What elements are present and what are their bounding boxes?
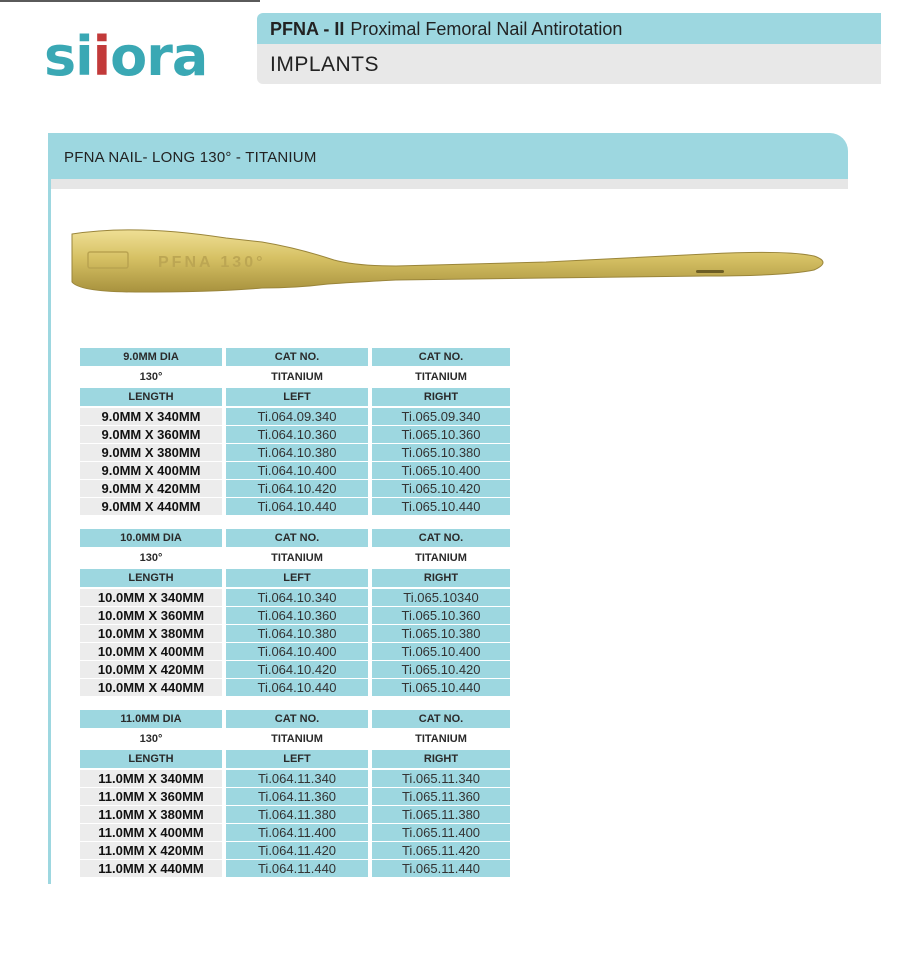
table-row bbox=[80, 860, 520, 877]
table-header-row bbox=[80, 710, 520, 728]
left-header: LEFT bbox=[226, 569, 368, 587]
table-row bbox=[80, 480, 520, 497]
left-header: LEFT bbox=[226, 750, 368, 768]
length-cell: 9.0MM X 360MM bbox=[80, 426, 222, 443]
left-cat-cell: Ti.064.10.360 bbox=[226, 426, 368, 443]
table-row bbox=[80, 589, 520, 606]
left-cat-cell: Ti.064.10.440 bbox=[226, 679, 368, 696]
table-row bbox=[80, 770, 520, 787]
angle-label: 130° bbox=[139, 371, 163, 383]
material-left: TITANIUM bbox=[271, 371, 323, 383]
length-cell: 10.0MM X 400MM bbox=[80, 643, 222, 660]
dia-label: 10.0MM DIA bbox=[80, 529, 222, 547]
table-10mm bbox=[80, 529, 520, 696]
table-columns-row bbox=[80, 388, 520, 406]
section-header-strip bbox=[48, 179, 848, 189]
length-cell: 9.0MM X 340MM bbox=[80, 408, 222, 425]
length-cell: 10.0MM X 420MM bbox=[80, 661, 222, 678]
logo-text-right: ora bbox=[110, 25, 208, 88]
right-cat-cell: Ti.065.10.440 bbox=[372, 679, 510, 696]
left-cat-cell: Ti.064.10.440 bbox=[226, 498, 368, 515]
angle-label: 130° bbox=[139, 733, 163, 745]
material-right: TITANIUM bbox=[415, 552, 467, 564]
left-cat-cell: Ti.064.10.420 bbox=[226, 480, 368, 497]
left-cat-cell: Ti.064.11.400 bbox=[226, 824, 368, 841]
nail-engraving: PFNA 130° bbox=[158, 254, 266, 271]
brand-logo bbox=[44, 25, 208, 88]
right-cat-cell: Ti.065.10.360 bbox=[372, 426, 510, 443]
table-material-row bbox=[80, 368, 520, 386]
right-cat-cell: Ti.065.11.420 bbox=[372, 842, 510, 859]
top-rule bbox=[0, 0, 260, 2]
table-row bbox=[80, 679, 520, 696]
cat-left-header: CAT NO. bbox=[226, 348, 368, 366]
length-header: LENGTH bbox=[80, 569, 222, 587]
table-row bbox=[80, 444, 520, 461]
logo-accent: i bbox=[92, 25, 111, 88]
table-9mm bbox=[80, 348, 520, 515]
cat-right-header: CAT NO. bbox=[372, 348, 510, 366]
table-row bbox=[80, 661, 520, 678]
length-cell: 11.0MM X 380MM bbox=[80, 806, 222, 823]
table-row bbox=[80, 842, 520, 859]
table-header-row bbox=[80, 348, 520, 366]
header-category: IMPLANTS bbox=[270, 53, 380, 76]
left-cat-cell: Ti.064.10.400 bbox=[226, 462, 368, 479]
nail-slot bbox=[696, 270, 724, 273]
length-cell: 9.0MM X 440MM bbox=[80, 498, 222, 515]
length-header: LENGTH bbox=[80, 750, 222, 768]
left-cat-cell: Ti.064.10.400 bbox=[226, 643, 368, 660]
section-left-rule bbox=[48, 160, 51, 884]
left-cat-cell: Ti.064.10.420 bbox=[226, 661, 368, 678]
right-cat-cell: Ti.065.10.420 bbox=[372, 480, 510, 497]
length-cell: 10.0MM X 380MM bbox=[80, 625, 222, 642]
right-cat-cell: Ti.065.11.340 bbox=[372, 770, 510, 787]
left-cat-cell: Ti.064.11.360 bbox=[226, 788, 368, 805]
table-header-row bbox=[80, 529, 520, 547]
left-cat-cell: Ti.064.10.380 bbox=[226, 625, 368, 642]
material-left: TITANIUM bbox=[271, 552, 323, 564]
left-cat-cell: Ti.064.09.340 bbox=[226, 408, 368, 425]
right-cat-cell: Ti.065.09.340 bbox=[372, 408, 510, 425]
product-name: Proximal Femoral Nail Antirotation bbox=[350, 19, 623, 39]
cat-right-header: CAT NO. bbox=[372, 710, 510, 728]
cat-right-header: CAT NO. bbox=[372, 529, 510, 547]
table-row bbox=[80, 824, 520, 841]
right-header: RIGHT bbox=[372, 569, 510, 587]
header-title bbox=[270, 19, 622, 40]
right-cat-cell: Ti.065.10.400 bbox=[372, 462, 510, 479]
material-right: TITANIUM bbox=[415, 733, 467, 745]
left-cat-cell: Ti.064.10.340 bbox=[226, 589, 368, 606]
table-11mm bbox=[80, 710, 520, 877]
right-cat-cell: Ti.065.11.440 bbox=[372, 860, 510, 877]
right-cat-cell: Ti.065.10.360 bbox=[372, 607, 510, 624]
dia-label: 9.0MM DIA bbox=[80, 348, 222, 366]
nail-image bbox=[66, 222, 836, 302]
right-cat-cell: Ti.065.11.380 bbox=[372, 806, 510, 823]
table-columns-row bbox=[80, 569, 520, 587]
left-cat-cell: Ti.064.10.360 bbox=[226, 607, 368, 624]
left-cat-cell: Ti.064.11.420 bbox=[226, 842, 368, 859]
right-cat-cell: Ti.065.10.420 bbox=[372, 661, 510, 678]
table-row bbox=[80, 408, 520, 425]
product-code: PFNA - II bbox=[270, 19, 345, 39]
length-cell: 9.0MM X 420MM bbox=[80, 480, 222, 497]
angle-label: 130° bbox=[139, 552, 163, 564]
dia-label: 11.0MM DIA bbox=[80, 710, 222, 728]
length-cell: 11.0MM X 340MM bbox=[80, 770, 222, 787]
right-header: RIGHT bbox=[372, 750, 510, 768]
material-right: TITANIUM bbox=[415, 371, 467, 383]
table-row bbox=[80, 788, 520, 805]
table-row bbox=[80, 498, 520, 515]
left-cat-cell: Ti.064.11.380 bbox=[226, 806, 368, 823]
table-columns-row bbox=[80, 750, 520, 768]
table-row bbox=[80, 607, 520, 624]
right-cat-cell: Ti.065.10340 bbox=[372, 589, 510, 606]
table-row bbox=[80, 806, 520, 823]
length-cell: 11.0MM X 360MM bbox=[80, 788, 222, 805]
table-row bbox=[80, 462, 520, 479]
catalog-tables bbox=[80, 348, 520, 891]
left-cat-cell: Ti.064.11.440 bbox=[226, 860, 368, 877]
length-header: LENGTH bbox=[80, 388, 222, 406]
table-row bbox=[80, 625, 520, 642]
length-cell: 11.0MM X 440MM bbox=[80, 860, 222, 877]
length-cell: 9.0MM X 380MM bbox=[80, 444, 222, 461]
cat-left-header: CAT NO. bbox=[226, 710, 368, 728]
right-cat-cell: Ti.065.10.380 bbox=[372, 625, 510, 642]
cat-left-header: CAT NO. bbox=[226, 529, 368, 547]
logo-text-left: si bbox=[44, 25, 93, 88]
length-cell: 11.0MM X 400MM bbox=[80, 824, 222, 841]
left-header: LEFT bbox=[226, 388, 368, 406]
length-cell: 10.0MM X 340MM bbox=[80, 589, 222, 606]
left-cat-cell: Ti.064.11.340 bbox=[226, 770, 368, 787]
section-title: PFNA NAIL- LONG 130° - TITANIUM bbox=[64, 149, 317, 166]
length-cell: 11.0MM X 420MM bbox=[80, 842, 222, 859]
table-material-row bbox=[80, 730, 520, 748]
left-cat-cell: Ti.064.10.380 bbox=[226, 444, 368, 461]
right-cat-cell: Ti.065.11.360 bbox=[372, 788, 510, 805]
right-cat-cell: Ti.065.10.380 bbox=[372, 444, 510, 461]
length-cell: 9.0MM X 400MM bbox=[80, 462, 222, 479]
table-row bbox=[80, 643, 520, 660]
material-left: TITANIUM bbox=[271, 733, 323, 745]
length-cell: 10.0MM X 440MM bbox=[80, 679, 222, 696]
right-cat-cell: Ti.065.10.440 bbox=[372, 498, 510, 515]
table-row bbox=[80, 426, 520, 443]
length-cell: 10.0MM X 360MM bbox=[80, 607, 222, 624]
right-cat-cell: Ti.065.10.400 bbox=[372, 643, 510, 660]
right-header: RIGHT bbox=[372, 388, 510, 406]
table-material-row bbox=[80, 549, 520, 567]
right-cat-cell: Ti.065.11.400 bbox=[372, 824, 510, 841]
